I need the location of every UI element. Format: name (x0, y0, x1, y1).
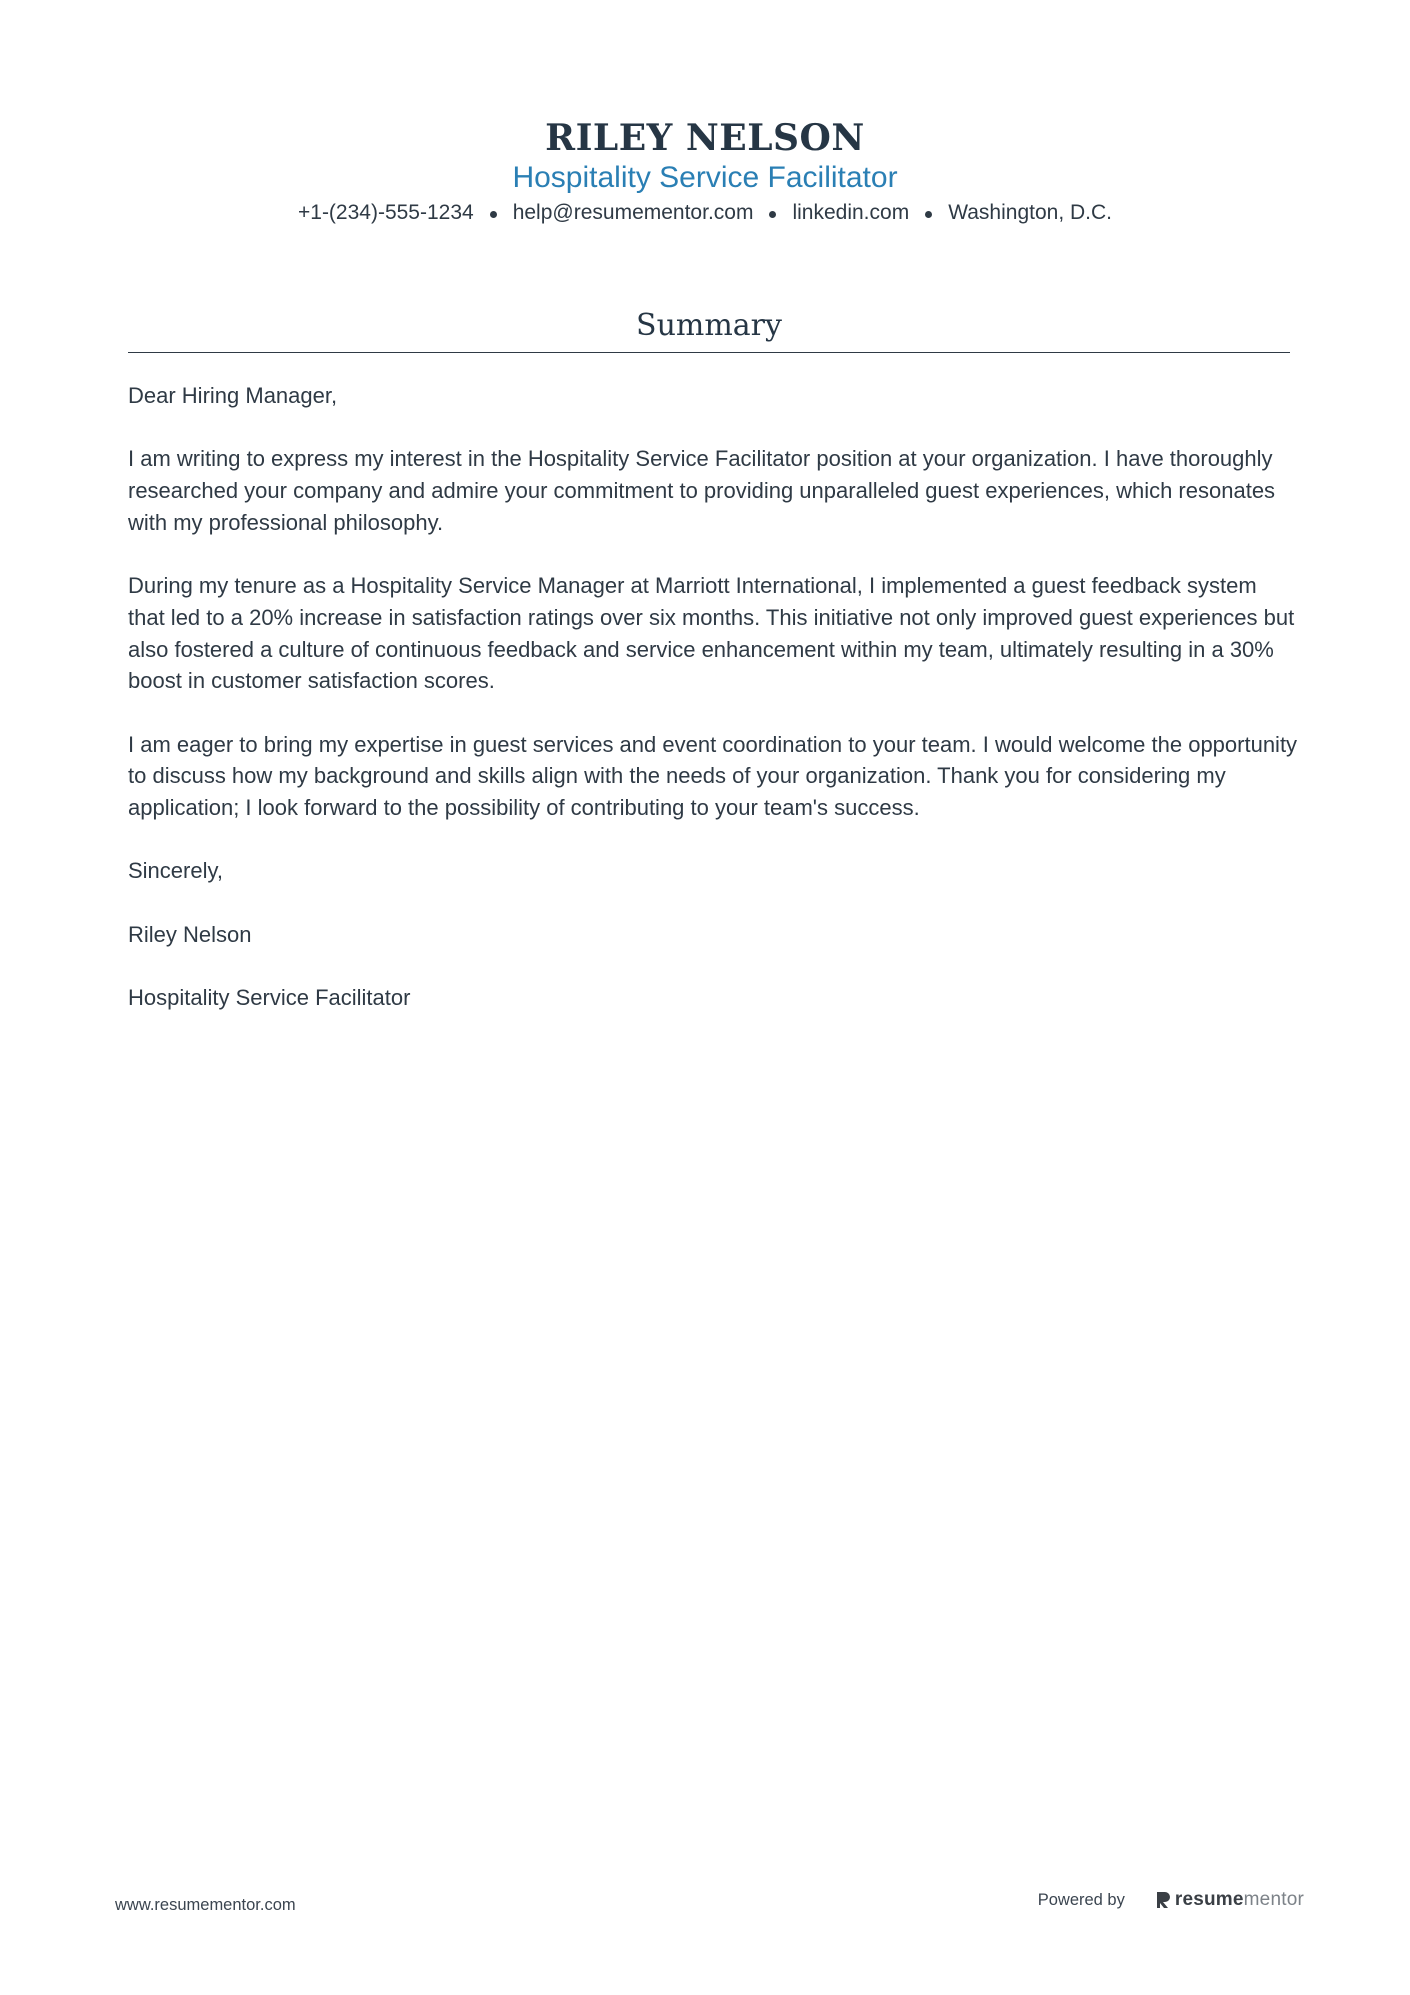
resumementor-logo-icon (1155, 1890, 1171, 1910)
contact-email[interactable]: help@resumementor.com (512, 201, 754, 224)
bullet-separator (490, 211, 497, 218)
letter-closing: Sincerely, (128, 858, 223, 884)
powered-by-label: Powered by (1037, 1891, 1125, 1909)
brand-name-bold: resume (1174, 1889, 1244, 1910)
contact-line (0, 200, 1410, 226)
signature-title: Hospitality Service Facilitator (128, 985, 411, 1011)
contact-location: Washington, D.C. (948, 201, 1112, 224)
footer-branding (1038, 1890, 1304, 1910)
letter-paragraph-1: I am writing to express my interest in the Hospitality Service Facilitator position at your organization. I have thoroughly researched your company and admire your commitment to providing unparalleled guest experiences, which resonates with my professional philosophy. (128, 446, 1276, 535)
section-divider (128, 352, 1290, 353)
section-heading-summary: Summary (636, 308, 782, 343)
bullet-separator (925, 211, 932, 218)
signature-name: Riley Nelson (128, 921, 252, 947)
letter-paragraph-3: I am eager to bring my expertise in guest services and event coordination to your team. I would welcome the opportunity to discuss how my background and skills align with the needs of your organization. Thank you for considering my application; I look forward to the possibility of contributing to your team's success. (128, 731, 1298, 821)
footer-website[interactable]: www.resumementor.com (115, 1896, 296, 1914)
letter-body (128, 380, 1298, 1046)
candidate-name: RILEY NELSON (545, 117, 865, 159)
brand-logo[interactable] (1155, 1890, 1304, 1910)
bullet-separator (769, 211, 776, 218)
letter-paragraph-2: During my tenure as a Hospitality Service Manager at Marriott International, I implemented a guest feedback system that led to a 20% increase in satisfaction ratings over six months. This initiative not only improved guest experiences but also fostered a culture of continuous feedback and service enhancement within my team, ultimately resulting in a 30% boost in customer satisfaction scores. (128, 573, 1295, 694)
brand-name-light: mentor (1243, 1889, 1304, 1910)
letter-greeting: Dear Hiring Manager, (128, 383, 338, 408)
contact-linkedin[interactable]: linkedin.com (792, 201, 910, 224)
job-title: Hospitality Service Facilitator (512, 161, 898, 194)
contact-phone: +1-(234)-555-1234 (298, 201, 474, 224)
header (0, 116, 1410, 226)
